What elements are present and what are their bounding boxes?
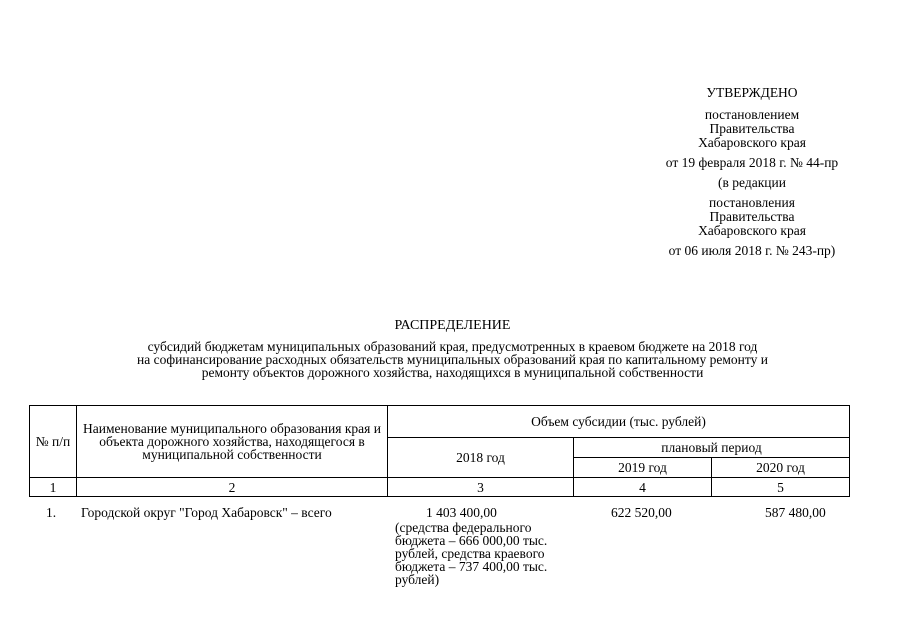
- header-volume: Объем субсидии (тыс. рублей): [388, 406, 850, 438]
- header-planned-period: плановый период: [574, 438, 850, 458]
- row-value-2020: 587 480,00: [765, 505, 826, 520]
- approval-line: (в редакции: [718, 175, 786, 190]
- approval-stamp: [632, 86, 872, 258]
- row-value-2019: 622 520,00: [611, 505, 672, 520]
- column-number: 3: [388, 478, 574, 497]
- approval-line: постановлением: [704, 107, 800, 122]
- column-number: 5: [712, 478, 850, 497]
- approval-line: от 19 февраля 2018 г. № 44-пр: [665, 155, 839, 170]
- header-year-2019: 2019 год: [574, 458, 712, 478]
- row-note-2018: (средства федерального бюджета – 666 000,00 тыс. рублей, средства краевого бюджета – 737 400,00 тыс. рублей): [395, 520, 548, 587]
- subtitle-line: ремонту объектов дорожного хозяйства, находящихся в муниципальной собственности: [201, 365, 704, 380]
- header-year-2018: 2018 год: [388, 438, 574, 478]
- subtitle-line: на софинансирование расходных обязательств муниципальных образований края по капитальному ремонту и: [137, 352, 768, 367]
- row-name: Городской округ "Город Хабаровск" – всего: [81, 505, 332, 520]
- subsidy-table: [29, 405, 850, 497]
- approval-title: УТВЕРЖДЕНО: [706, 85, 798, 100]
- column-number: 2: [77, 478, 388, 497]
- approval-line: Хабаровского края: [698, 135, 806, 150]
- column-number: 4: [574, 478, 712, 497]
- document-title: РАСПРЕДЕЛЕНИЕ: [394, 318, 511, 333]
- subtitle-line: субсидий бюджетам муниципальных образований края, предусмотренных в краевом бюджете на 2018 год: [147, 339, 758, 354]
- row-num: 1.: [46, 505, 57, 520]
- header-num: № п/п: [30, 406, 77, 478]
- approval-line: Правительства: [709, 209, 795, 224]
- document-subtitle: [60, 340, 845, 379]
- approval-line: постановления: [709, 195, 795, 210]
- header-name: Наименование муниципального образования края и объекта дорожного хозяйства, находящегося в муниципальной собственности: [77, 406, 388, 478]
- approval-line: Хабаровского края: [698, 223, 806, 238]
- header-year-2020: 2020 год: [712, 458, 850, 478]
- approval-line: от 06 июля 2018 г. № 243-пр): [668, 243, 836, 258]
- row-value-2018: 1 403 400,00: [426, 505, 497, 520]
- approval-line: Правительства: [709, 121, 795, 136]
- column-number: 1: [30, 478, 77, 497]
